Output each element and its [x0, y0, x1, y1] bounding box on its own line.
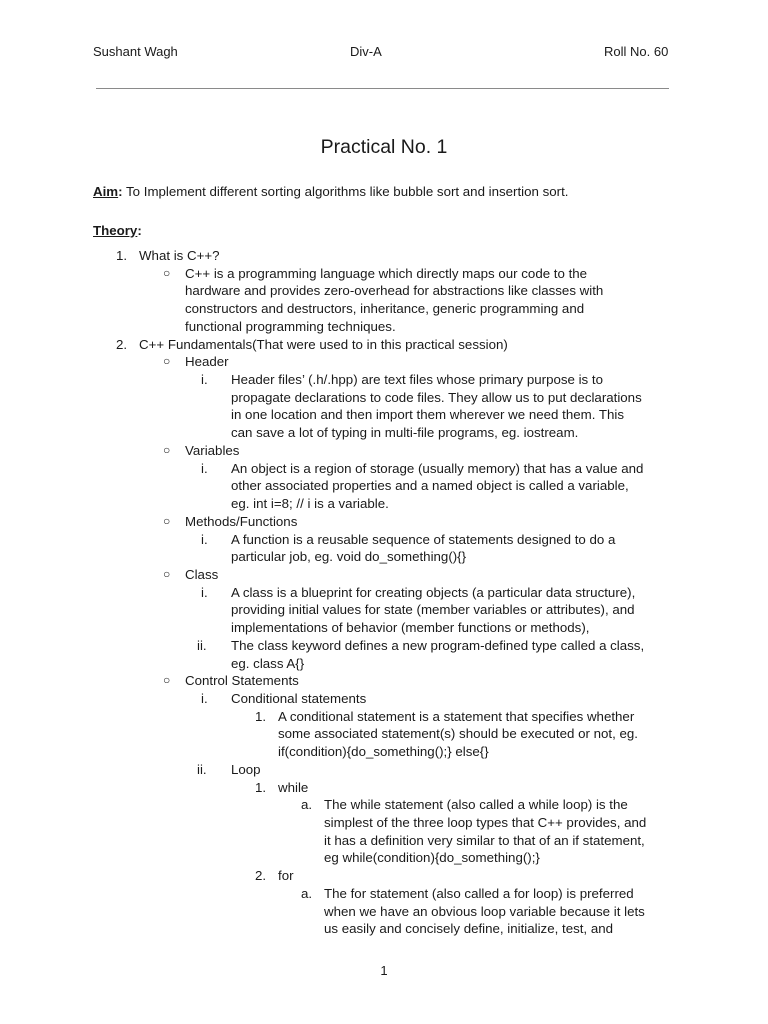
list-marker: a.: [301, 885, 313, 901]
list-marker: i.: [201, 460, 208, 476]
list-item-text: in one location and then import them wherever we need them. This: [231, 407, 624, 423]
list-item-text: particular job, eg. void do_something(){}: [231, 549, 467, 565]
list-item-text: The class keyword defines a new program-defined type called a class,: [231, 637, 645, 653]
list-bullet: ○: [163, 442, 171, 457]
theory-label: Theory: [93, 223, 138, 238]
list-bullet: ○: [163, 566, 171, 581]
list-marker: 1.: [255, 779, 267, 795]
list-item-text: Header files’ (.h/.hpp) are text files whose primary purpose is to: [231, 372, 603, 388]
header-division: Div-A: [350, 44, 382, 59]
aim-paragraph: Aim: To Implement different sorting algorithms like bubble sort and insertion sort.: [93, 184, 569, 199]
header-roll-number: Roll No. 60: [604, 44, 669, 59]
page-number: 1: [380, 963, 388, 978]
list-item-text: The for statement (also called a for loop) is preferred: [324, 885, 634, 901]
list-item-text: Class: [185, 566, 219, 582]
list-item-text: for: [278, 868, 294, 884]
list-item-text: can save a lot of typing in multi-file programs, eg. iostream.: [231, 425, 579, 441]
list-marker: i.: [201, 531, 208, 547]
list-item-text: providing initial values for state (member variables or attributes), and: [231, 602, 635, 618]
list-item-text: Control Statements: [185, 673, 299, 689]
page-title: Practical No. 1: [320, 136, 448, 158]
list-item-text: Methods/Functions: [185, 513, 298, 529]
list-item-text: Variables: [185, 442, 240, 458]
list-item-text: constructors and destructors, inheritance, generic programming and: [185, 301, 585, 317]
list-item-text: A conditional statement is a statement that specifies whether: [278, 708, 635, 724]
list-marker: ii.: [197, 637, 207, 653]
list-item-text: eg. class A{}: [231, 655, 305, 671]
list-bullet: ○: [163, 354, 171, 369]
list-item-text: implementations of behavior (member functions or methods),: [231, 620, 590, 636]
list-item-text: C++ is a programming language which directly maps our code to the: [185, 265, 588, 281]
list-item-text: some associated statement(s) should be executed or not, eg.: [278, 726, 638, 742]
list-item-text: when we have an obvious loop variable because it lets: [324, 903, 645, 919]
header-rule: [96, 88, 669, 89]
list-item-text: eg. int i=8; // i is a variable.: [231, 496, 389, 512]
list-item-text: it has a definition very similar to that of an if statement,: [324, 832, 645, 848]
aim-text: To Implement different sorting algorithms like bubble sort and insertion sort.: [122, 184, 569, 199]
list-bullet: ○: [163, 265, 171, 280]
list-marker: 1.: [255, 708, 267, 724]
list-item-text: other associated properties and a named object is called a variable,: [231, 478, 629, 494]
list-item-text: Loop: [231, 761, 261, 777]
list-item-text: hardware and provides zero-overhead for abstractions like classes with: [185, 283, 604, 299]
list-item-text: if(condition){do_something();} else{}: [278, 744, 489, 760]
list-marker: i.: [201, 584, 208, 600]
list-item-text: us easily and concisely define, initialize, test, and: [324, 921, 613, 937]
list-item-text: A class is a blueprint for creating objects (a particular data structure),: [231, 584, 636, 600]
list-item-text: propagate declarations to code files. They allow us to put declarations: [231, 389, 642, 405]
list-marker: 2.: [116, 336, 128, 352]
list-item-text: An object is a region of storage (usually memory) that has a value and: [231, 460, 644, 476]
list-marker: 2.: [255, 868, 267, 884]
list-item-text: while: [278, 779, 309, 795]
theory-heading: Theory:: [93, 223, 142, 238]
list-marker: i.: [201, 372, 208, 388]
list-marker: a.: [301, 797, 313, 813]
aim-label: Aim: [93, 184, 119, 199]
list-item-text: What is C++?: [139, 248, 220, 263]
list-item-text: simplest of the three loop types that C++ provides, and: [324, 815, 647, 831]
list-marker: 1.: [116, 248, 128, 263]
list-marker: ii.: [197, 761, 207, 777]
list-bullet: ○: [163, 673, 171, 688]
list-item-text: eg while(condition){do_something();}: [324, 850, 540, 866]
list-item-text: A function is a reusable sequence of statements designed to do a: [231, 531, 616, 547]
list-item-text: functional programming techniques.: [185, 318, 396, 334]
list-bullet: ○: [163, 513, 171, 528]
list-item-text: Conditional statements: [231, 691, 367, 706]
list-item-text: C++ Fundamentals(That were used to in this practical session): [139, 336, 508, 352]
header-author-name: Sushant Wagh: [93, 44, 178, 59]
list-item-text: Header: [185, 354, 229, 370]
list-item-text: The while statement (also called a while loop) is the: [324, 797, 628, 813]
list-marker: i.: [201, 691, 208, 706]
